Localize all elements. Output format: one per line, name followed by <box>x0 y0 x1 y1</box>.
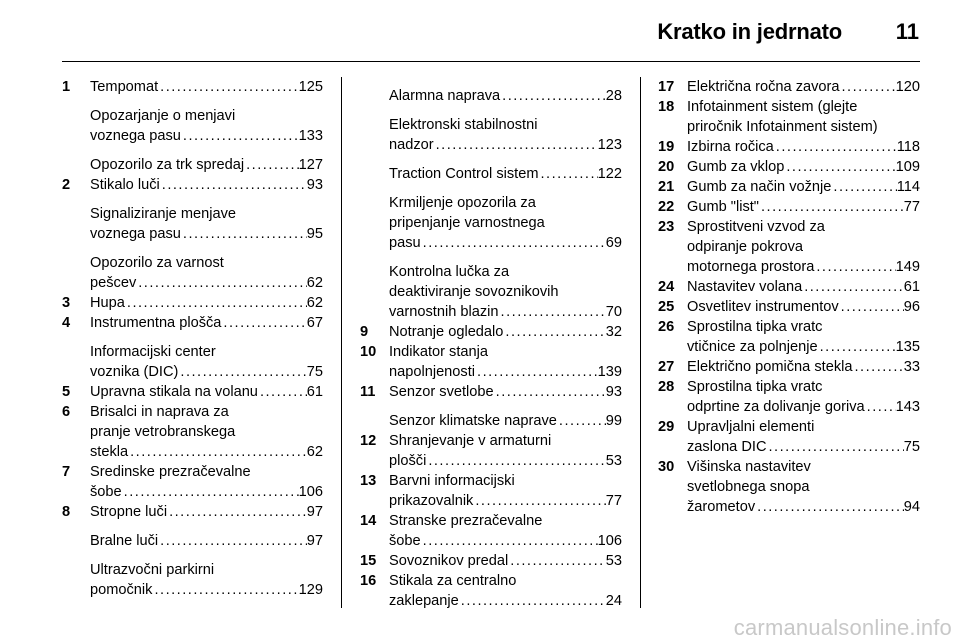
item-number: 20 <box>658 159 675 175</box>
entry-text: Sovoznikov predal <box>389 553 509 569</box>
index-entry <box>658 217 920 277</box>
page-reference: 93 <box>306 177 323 193</box>
dot-leader <box>421 233 606 253</box>
index-entry <box>360 342 622 382</box>
item-number: 11 <box>360 384 376 400</box>
item-number: 22 <box>658 199 675 215</box>
dot-leader <box>221 313 306 333</box>
entry-text: Traction Control sistem <box>389 166 539 182</box>
entry-line-with-page <box>90 362 323 382</box>
page-reference: 122 <box>597 166 622 182</box>
entry-line-with-page <box>90 155 323 175</box>
dot-leader <box>136 273 307 293</box>
entry-line-with-page <box>90 382 323 402</box>
index-entry <box>62 531 323 551</box>
item-number: 13 <box>360 473 377 489</box>
dot-leader <box>852 357 903 377</box>
dot-leader <box>503 322 605 342</box>
entry-text: šobe <box>389 533 421 549</box>
item-number: 2 <box>62 177 71 193</box>
entry-line-with-page <box>90 293 323 313</box>
page-reference: 24 <box>605 593 622 609</box>
entry-line-with-page <box>687 277 920 297</box>
item-number: 16 <box>360 573 377 589</box>
page-header <box>0 0 960 60</box>
index-column-3 <box>658 77 920 517</box>
item-number: 28 <box>658 379 675 395</box>
dot-leader <box>831 177 896 197</box>
entry-text: Infotainment sistem (glejte <box>687 99 858 115</box>
entry-line-with-page <box>90 482 323 502</box>
header-rule <box>62 61 920 62</box>
item-number: 8 <box>62 504 71 520</box>
entry-text: Instrumentna plošča <box>90 315 222 331</box>
index-entry <box>360 511 622 551</box>
dot-leader <box>865 397 896 417</box>
item-number: 24 <box>658 279 675 295</box>
entry-text: Signaliziranje menjave <box>90 206 237 222</box>
index-entry <box>62 155 323 175</box>
page-reference: 109 <box>895 159 920 175</box>
entry-text: šobe <box>90 484 122 500</box>
entry-line-with-page <box>687 177 920 197</box>
entry-text: Električno pomična stekla <box>687 359 853 375</box>
dot-leader <box>158 77 299 97</box>
item-number: 17 <box>658 79 675 95</box>
entry-line-with-page <box>687 157 920 177</box>
entry-text: stekla <box>90 444 129 460</box>
entry-line-with-page <box>687 337 920 357</box>
dot-leader <box>128 442 307 462</box>
dot-leader <box>181 224 307 244</box>
index-entry <box>62 382 323 402</box>
entry-text: Stikalo luči <box>90 177 160 193</box>
page-reference: 97 <box>306 504 323 520</box>
index-entry <box>62 560 323 600</box>
entry-text: pripenjanje varnostnega <box>389 215 545 231</box>
index-entry <box>360 411 622 431</box>
page-number: 11 <box>895 19 919 44</box>
index-entry <box>360 471 622 511</box>
entry-text: zaslona DIC <box>687 439 767 455</box>
dot-leader <box>244 155 299 175</box>
entry-text: Upravna stikala na volanu <box>90 384 258 400</box>
index-entry <box>360 431 622 471</box>
dot-leader <box>167 502 307 522</box>
index-entry <box>658 97 920 137</box>
dot-leader <box>473 491 605 511</box>
index-entry <box>360 193 622 253</box>
index-entry <box>360 571 622 611</box>
dot-leader <box>158 531 307 551</box>
entry-line-with-page <box>687 497 920 517</box>
entry-text: nadzor <box>389 137 434 153</box>
entry-line-with-page <box>90 313 323 333</box>
entry-text: Senzor svetlobe <box>389 384 494 400</box>
index-entry <box>62 502 323 522</box>
index-entry <box>658 297 920 317</box>
page-reference: 149 <box>895 259 920 275</box>
entry-line-with-page <box>389 164 622 184</box>
dot-leader <box>802 277 904 297</box>
item-number: 3 <box>62 295 71 311</box>
item-number: 9 <box>360 324 369 340</box>
entry-text: zaklepanje <box>389 593 459 609</box>
index-entry <box>658 317 920 357</box>
page-reference: 120 <box>895 79 920 95</box>
page-reference: 114 <box>896 179 920 195</box>
index-entry <box>62 77 323 97</box>
index-entry <box>62 253 323 293</box>
entry-line-with-page <box>687 437 920 457</box>
index-entry <box>658 177 920 197</box>
page-reference: 77 <box>903 199 920 215</box>
index-entry <box>62 342 323 382</box>
index-entry <box>360 115 622 155</box>
page-reference: 118 <box>896 139 920 155</box>
page-reference: 125 <box>298 79 323 95</box>
page-reference: 96 <box>903 299 920 315</box>
entry-line-with-page <box>90 126 323 146</box>
index-entry <box>658 137 920 157</box>
entry-text: napolnjenosti <box>389 364 476 380</box>
index-entry <box>658 457 920 517</box>
page-reference: 97 <box>306 533 323 549</box>
page-reference: 123 <box>597 137 622 153</box>
dot-leader <box>125 293 307 313</box>
item-number: 5 <box>62 384 71 400</box>
item-number: 23 <box>658 219 675 235</box>
index-entry <box>62 106 323 146</box>
page-reference: 93 <box>605 384 622 400</box>
entry-text: Stranske prezračevalne <box>389 513 543 529</box>
page-reference: 127 <box>298 157 323 173</box>
entry-text: Shranjevanje v armaturni <box>389 433 552 449</box>
entry-line-with-page <box>687 117 920 137</box>
dot-leader <box>499 302 606 322</box>
entry-line-with-page <box>687 357 920 377</box>
item-number: 4 <box>62 315 71 331</box>
index-entry <box>658 377 920 417</box>
entry-text: Informacijski center <box>90 344 216 360</box>
dot-leader <box>755 497 904 517</box>
entry-text: Opozorilo za varnost <box>90 255 224 271</box>
item-number: 15 <box>360 553 377 569</box>
entry-text: deaktiviranje sovoznikovih <box>389 284 559 300</box>
entry-line-with-page <box>90 175 323 195</box>
watermark-text: carmanualsonline.info <box>733 615 952 640</box>
index-entry <box>62 293 323 313</box>
page-reference: 69 <box>605 235 622 251</box>
index-entry <box>360 382 622 402</box>
page-title: Kratko in jedrnato <box>657 19 842 44</box>
entry-line-with-page <box>389 302 622 322</box>
column-divider-1 <box>341 77 342 608</box>
page-reference: 67 <box>306 315 323 331</box>
entry-text: Upravljalni elementi <box>687 419 815 435</box>
index-entry <box>658 197 920 217</box>
entry-line-with-page <box>389 382 622 402</box>
item-number: 1 <box>62 79 71 95</box>
entry-text: Sprostitveni vzvod za <box>687 219 825 235</box>
entry-text: Hupa <box>90 295 125 311</box>
entry-text: žarometov <box>687 499 756 515</box>
index-entry <box>658 417 920 457</box>
index-column-2 <box>360 77 622 611</box>
dot-leader <box>434 135 598 155</box>
page-reference: 53 <box>605 553 622 569</box>
entry-text: pešcev <box>90 275 137 291</box>
entry-line-with-page <box>90 502 323 522</box>
entry-text: voznega pasu <box>90 226 181 242</box>
entry-text: Kontrolna lučka za <box>389 264 510 280</box>
page-reference: 94 <box>903 499 920 515</box>
index-entry <box>62 175 323 195</box>
page-reference: 129 <box>298 582 323 598</box>
item-number: 6 <box>62 404 71 420</box>
entry-line-with-page <box>389 591 622 611</box>
entry-text: priročnik Infotainment sistem) <box>687 119 878 135</box>
dot-leader <box>160 175 307 195</box>
dot-leader <box>840 77 896 97</box>
entry-line-with-page <box>90 531 323 551</box>
page-reference: 143 <box>895 399 920 415</box>
index-entry <box>360 164 622 184</box>
entry-text: pasu <box>389 235 421 251</box>
dot-leader <box>459 591 606 611</box>
entry-text: Bralne luči <box>90 533 159 549</box>
entry-text: Sredinske prezračevalne <box>90 464 251 480</box>
entry-line-with-page <box>90 442 323 462</box>
index-entry <box>62 402 323 462</box>
entry-line-with-page <box>687 77 920 97</box>
page-reference: 62 <box>306 444 323 460</box>
item-number: 7 <box>62 464 71 480</box>
page-reference: 106 <box>597 533 622 549</box>
entry-text: Gumb za način vožnje <box>687 179 832 195</box>
dot-leader <box>767 437 904 457</box>
entry-line-with-page <box>687 197 920 217</box>
item-number: 29 <box>658 419 675 435</box>
index-entry <box>62 204 323 244</box>
page-reference: 77 <box>605 493 622 509</box>
entry-line-with-page <box>389 322 622 342</box>
entry-text: odprtine za dolivanje goriva <box>687 399 865 415</box>
page-reference: 33 <box>903 359 920 375</box>
dot-leader <box>258 382 307 402</box>
item-number: 14 <box>360 513 377 529</box>
dot-leader <box>839 297 904 317</box>
item-number: 12 <box>360 433 377 449</box>
dot-leader <box>557 411 606 431</box>
entry-line-with-page <box>687 257 920 277</box>
page-reference: 61 <box>306 384 323 400</box>
entry-line-with-page <box>389 362 622 382</box>
dot-leader <box>178 362 306 382</box>
page-reference: 61 <box>903 279 920 295</box>
entry-text: pomočnik <box>90 582 153 598</box>
entry-text: prikazovalnik <box>389 493 474 509</box>
dot-leader <box>122 482 299 502</box>
entry-text: Izbirna ročica <box>687 139 774 155</box>
index-entry <box>360 262 622 322</box>
entry-line-with-page <box>90 224 323 244</box>
page-reference: 95 <box>306 226 323 242</box>
page-reference: 32 <box>605 324 622 340</box>
item-number: 18 <box>658 99 675 115</box>
entry-text: svetlobnega snopa <box>687 479 810 495</box>
page-reference: 139 <box>597 364 622 380</box>
entry-text: Opozorilo za trk spredaj <box>90 157 245 173</box>
entry-line-with-page <box>90 580 323 600</box>
entry-text: Stikala za centralno <box>389 573 517 589</box>
dot-leader <box>152 580 298 600</box>
item-number: 30 <box>658 459 675 475</box>
page-reference: 62 <box>306 295 323 311</box>
entry-text: Elektronski stabilnostni <box>389 117 538 133</box>
entry-text: Osvetlitev instrumentov <box>687 299 839 315</box>
entry-text: Barvni informacijski <box>389 473 515 489</box>
page-reference: 28 <box>605 88 622 104</box>
dot-leader <box>759 197 904 217</box>
index-entry <box>62 462 323 502</box>
entry-text: Tempomat <box>90 79 159 95</box>
entry-line-with-page <box>389 135 622 155</box>
entry-text: Opozarjanje o menjavi <box>90 108 236 124</box>
entry-text: Alarmna naprava <box>389 88 501 104</box>
entry-line-with-page <box>389 233 622 253</box>
entry-line-with-page <box>687 137 920 157</box>
dot-leader <box>814 257 895 277</box>
index-entry <box>360 551 622 571</box>
index-entry <box>658 157 920 177</box>
entry-text: Višinska nastavitev <box>687 459 811 475</box>
item-number: 21 <box>658 179 675 195</box>
page-reference: 99 <box>605 413 622 429</box>
item-number: 19 <box>658 139 675 155</box>
entry-text: Ultrazvočni parkirni <box>90 562 215 578</box>
page-reference: 70 <box>605 304 622 320</box>
page-reference: 75 <box>903 439 920 455</box>
entry-text: varnostnih blazin <box>389 304 499 320</box>
dot-leader <box>426 451 605 471</box>
entry-text: voznega pasu <box>90 128 181 144</box>
entry-text: Stropne luči <box>90 504 168 520</box>
dot-leader <box>818 337 896 357</box>
item-number: 10 <box>360 344 377 360</box>
entry-text: Brisalci in naprava za <box>90 404 229 420</box>
entry-line-with-page <box>389 86 622 106</box>
item-number: 26 <box>658 319 675 335</box>
entry-text: Električna ročna zavora <box>687 79 840 95</box>
entry-text: plošči <box>389 453 427 469</box>
entry-text: motornega prostora <box>687 259 815 275</box>
page-reference: 62 <box>306 275 323 291</box>
page-reference: 133 <box>298 128 323 144</box>
entry-text: Nastavitev volana <box>687 279 803 295</box>
entry-text: pranje vetrobranskega <box>90 424 236 440</box>
dot-leader <box>181 126 299 146</box>
dot-leader <box>500 86 606 106</box>
dot-leader <box>539 164 598 184</box>
entry-line-with-page <box>687 297 920 317</box>
dot-leader <box>475 362 598 382</box>
entry-text: Sprostilna tipka vratc <box>687 379 823 395</box>
item-number: 25 <box>658 299 675 315</box>
index-entry <box>658 77 920 97</box>
page-reference: 106 <box>298 484 323 500</box>
entry-text: Notranje ogledalo <box>389 324 504 340</box>
page-reference: 75 <box>306 364 323 380</box>
index-entry <box>360 86 622 106</box>
dot-leader <box>774 137 897 157</box>
entry-line-with-page <box>389 411 622 431</box>
entry-text: Gumb "list" <box>687 199 759 215</box>
entry-line-with-page <box>90 77 323 97</box>
entry-text: voznika (DIC) <box>90 364 179 380</box>
entry-line-with-page <box>687 397 920 417</box>
index-entry <box>658 357 920 377</box>
entry-text: Gumb za vklop <box>687 159 785 175</box>
entry-text: Krmiljenje opozorila za <box>389 195 536 211</box>
page-reference: 53 <box>605 453 622 469</box>
dot-leader <box>494 382 606 402</box>
dot-leader <box>784 157 895 177</box>
entry-text: odpiranje pokrova <box>687 239 804 255</box>
entry-text: Indikator stanja <box>389 344 488 360</box>
entry-text: Senzor klimatske naprave <box>389 413 557 429</box>
dot-leader <box>508 551 606 571</box>
entry-line-with-page <box>389 531 622 551</box>
dot-leader <box>421 531 598 551</box>
entry-line-with-page <box>389 491 622 511</box>
entry-line-with-page <box>90 273 323 293</box>
column-divider-2 <box>640 77 641 608</box>
item-number: 27 <box>658 359 675 375</box>
page-reference: 135 <box>895 339 920 355</box>
index-entry <box>360 322 622 342</box>
index-entry <box>62 313 323 333</box>
entry-line-with-page <box>389 451 622 471</box>
index-entry <box>658 277 920 297</box>
entry-text: Sprostilna tipka vratc <box>687 319 823 335</box>
entry-line-with-page <box>389 551 622 571</box>
entry-text: vtičnice za polnjenje <box>687 339 818 355</box>
index-column-1 <box>62 77 323 600</box>
